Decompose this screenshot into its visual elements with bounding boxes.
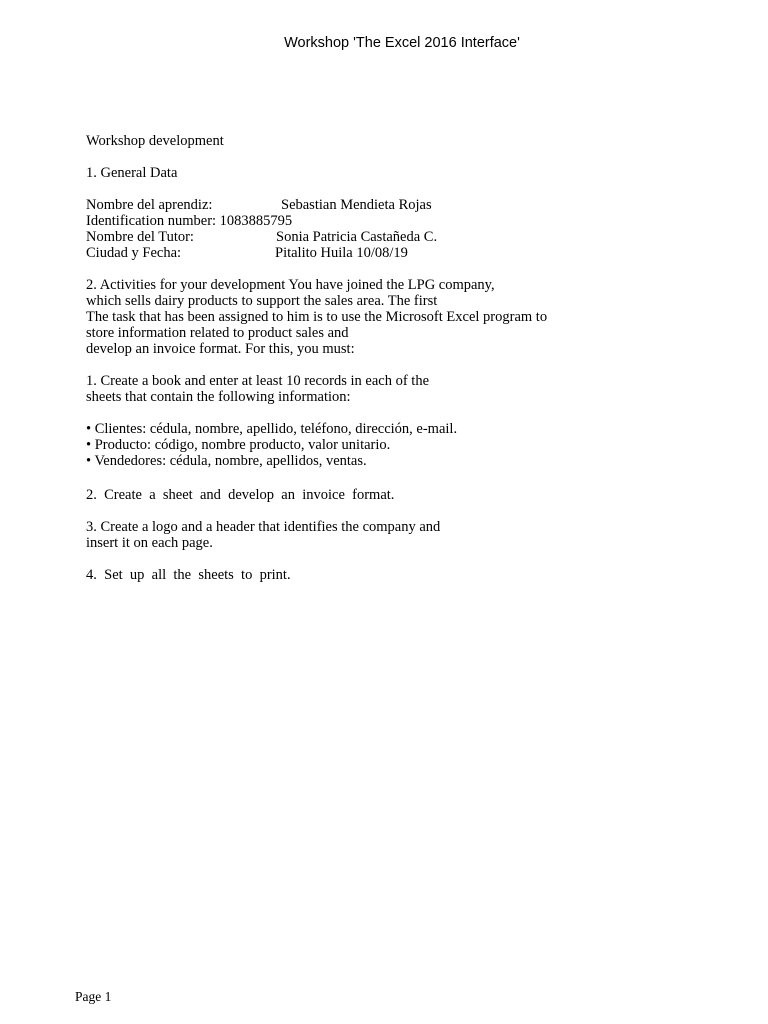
activities-line: which sells dairy products to support the sales area. The first [86, 293, 438, 309]
field-value: Sebastian Mendieta Rojas [281, 197, 432, 213]
activities-line: develop an invoice format. For this, you must: [86, 341, 355, 357]
field-value: Sonia Patricia Castañeda C. [276, 229, 438, 245]
bullet-item: • Producto: código, nombre producto, valor unitario. [86, 437, 391, 453]
field-identification-number [86, 213, 556, 229]
field-label: Nombre del Tutor: [86, 229, 194, 245]
field-label: Identification number: 1083885795 [86, 213, 293, 229]
field-label: Nombre del aprendiz: [86, 197, 213, 213]
field-label: Ciudad y Fecha: [86, 245, 182, 261]
step-1-line: sheets that contain the following information: [86, 389, 351, 405]
activities-line: store information related to product sales and [86, 325, 349, 341]
field-city-date [86, 245, 556, 261]
page-number: Page 1 [75, 989, 112, 1004]
step-2-line: 2. Create a sheet and develop an invoice format. [86, 487, 395, 503]
field-value: Pitalito Huila 10/08/19 [275, 245, 408, 261]
workshop-heading: Workshop development [86, 133, 224, 149]
page-header-title: Workshop 'The Excel 2016 Interface' [284, 35, 520, 51]
activities-line: The task that has been assigned to him is to use the Microsoft Excel program to [86, 309, 548, 325]
step-3-line: 3. Create a logo and a header that identifies the company and [86, 519, 441, 535]
step-1-line: 1. Create a book and enter at least 10 records in each of the [86, 373, 430, 389]
section-general-data-title: 1. General Data [86, 165, 178, 181]
step-3-line: insert it on each page. [86, 535, 213, 551]
field-apprentice-name [86, 197, 556, 213]
bullet-item: • Clientes: cédula, nombre, apellido, teléfono, dirección, e-mail. [86, 421, 458, 437]
document-body [86, 133, 556, 583]
bullet-item: • Vendedores: cédula, nombre, apellidos, ventas. [86, 453, 367, 469]
step-4-line: 4. Set up all the sheets to print. [86, 567, 291, 583]
activities-line: 2. Activities for your development You have joined the LPG company, [86, 277, 495, 293]
field-tutor-name [86, 229, 556, 245]
